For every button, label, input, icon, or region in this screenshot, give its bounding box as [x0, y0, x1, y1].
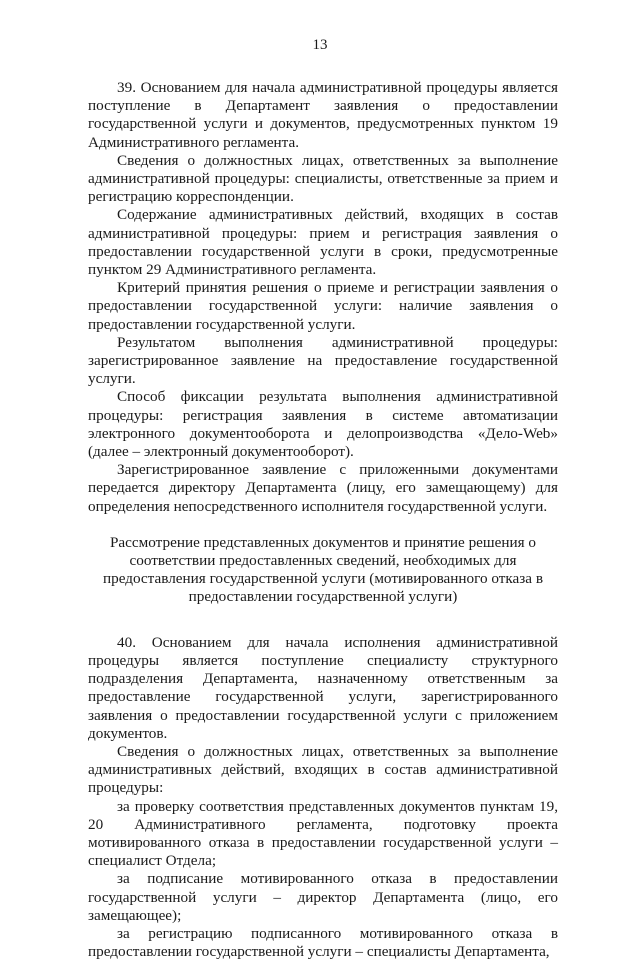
paragraph-transfer: Зарегистрированное заявление с приложенными документами передается директору Департамента (лицу, его замещающему) для определения непосредственного исполнителя государственной услуги. [88, 461, 558, 515]
list-item-signing: за подписание мотивированного отказа в предоставлении государственной услуги – директор Департамента (лицо, его замещающее); [88, 870, 558, 924]
paragraph-officials-list-intro: Сведения о должностных лицах, ответственных за выполнение административных действий, входящих в состав административной процедуры: [88, 742, 558, 797]
section-40 [88, 634, 558, 961]
paragraph-result: Результатом выполнения административной процедуры: зарегистрированное заявление на предоставление государственной услуги. [88, 333, 558, 388]
section-heading: Рассмотрение представленных документов и принятие решения о соответствии предоставленных сведений, необходимых для предоставления государственной услуги (мотивированного отказа в предоставлении государственной услуги) [102, 533, 544, 606]
list-item-document-check: за проверку соответствия представленных документов пунктам 19, 20 Административного регламента, подготовку проекта мотивированного отказа в предоставлении государственной услуги – специалист Отдела; [88, 797, 558, 870]
paragraph-40-basis: 40. Основанием для начала исполнения административной процедуры является поступление специалисту структурного подразделения Департамента, назначенному ответственным за предоставление государственной услуги, зарегистрированного заявления о предоставлении государственной услуги с приложением документов. [88, 633, 558, 742]
paragraph-actions-content: Содержание административных действий, входящих в состав административной процедуры: прием и регистрация заявления о предоставлении государственной услуги в сроки, предусмотренные пунктом 29 Административного регламента. [88, 206, 558, 279]
paragraph-decision-criterion: Критерий принятия решения о приеме и регистрации заявления о предоставлении государственной услуги: наличие заявления о предоставлении государственной услуги. [88, 279, 558, 333]
paragraph-responsible-officials: Сведения о должностных лицах, ответственных за выполнение административной процедуры: специалисты, ответственные за прием и регистрацию корреспонденции. [88, 151, 558, 206]
paragraph-fixation-method: Способ фиксации результата выполнения административной процедуры: регистрация заявления в системе автоматизации электронного документооборота и делопроизводства «Дело-Web» (далее – электронный документооборот). [88, 388, 558, 461]
paragraph-39-basis: 39. Основанием для начала административной процедуры является поступление в Департамент заявления о предоставлении государственной услуги и документов, предусмотренных пунктом 19 Административного регламента. [88, 79, 558, 151]
page-number: 13 [312, 37, 328, 53]
document-body [88, 79, 558, 961]
section-39 [88, 79, 558, 516]
list-item-registration: за регистрацию подписанного мотивированного отказа в предоставлении государственной услуги – специалисты Департамента, [88, 924, 558, 961]
